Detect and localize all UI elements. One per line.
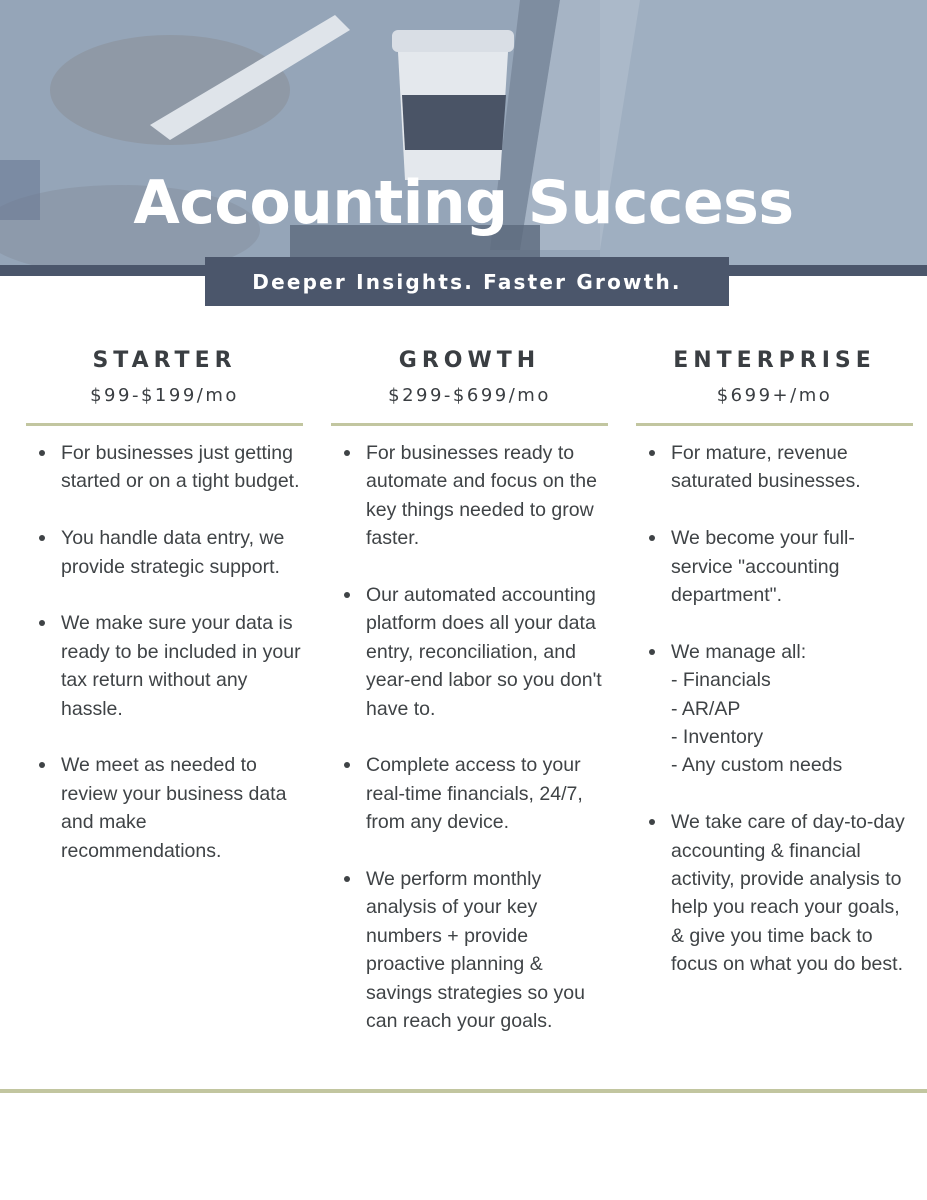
plan-price: $699+/mo — [716, 385, 833, 406]
feature-list — [636, 439, 913, 979]
tagline-banner: Deeper Insights. Faster Growth. — [205, 257, 729, 306]
feature-item: Complete access to your real-time financials, 24/7, from any device. — [331, 751, 608, 836]
bullet-icon — [649, 819, 655, 825]
plan-divider — [26, 423, 303, 426]
plan-divider — [331, 423, 608, 426]
feature-item: We manage all: - Financials - AR/AP - Inventory - Any custom needs — [636, 638, 913, 780]
page-title: Accounting Success — [133, 168, 794, 238]
bullet-icon — [649, 535, 655, 541]
bullet-icon — [39, 620, 45, 626]
plan-name: STARTER — [92, 348, 237, 373]
plan-growth — [331, 345, 608, 1064]
bullet-icon — [649, 450, 655, 456]
plan-enterprise — [636, 345, 913, 1007]
feature-item: For mature, revenue saturated businesses. — [636, 439, 913, 496]
plan-name: ENTERPRISE — [673, 348, 876, 373]
bullet-icon — [344, 592, 350, 598]
feature-list — [331, 439, 608, 1035]
bullet-icon — [344, 876, 350, 882]
feature-item: For businesses ready to automate and focus on the key things needed to grow faster. — [331, 439, 608, 553]
bullet-icon — [344, 450, 350, 456]
plan-divider — [636, 423, 913, 426]
plan-price: $299-$699/mo — [388, 385, 551, 406]
bullet-icon — [39, 450, 45, 456]
feature-item: Our automated accounting platform does all your data entry, reconciliation, and year-end labor so you don't have to. — [331, 581, 608, 723]
plan-starter — [26, 345, 303, 893]
feature-list — [26, 439, 303, 865]
bullet-icon — [649, 649, 655, 655]
plan-price: $99-$199/mo — [90, 385, 239, 406]
bullet-icon — [344, 762, 350, 768]
hero-banner — [0, 0, 927, 265]
bullet-icon — [39, 762, 45, 768]
feature-item: For businesses just getting started or on a tight budget. — [26, 439, 303, 496]
plan-name: GROWTH — [398, 348, 541, 373]
footer-divider — [0, 1089, 927, 1093]
feature-item: You handle data entry, we provide strategic support. — [26, 524, 303, 581]
feature-item: We become your full-service "accounting department". — [636, 524, 913, 609]
bullet-icon — [39, 535, 45, 541]
feature-item: We take care of day-to-day accounting & financial activity, provide analysis to help you reach your goals, & give you time back to focus on what you do best. — [636, 808, 913, 978]
feature-item: We make sure your data is ready to be included in your tax return without any hassle. — [26, 609, 303, 723]
feature-item: We perform monthly analysis of your key numbers + provide proactive planning & savings strategies so you can reach your goals. — [331, 865, 608, 1035]
feature-item: We meet as needed to review your business data and make recommendations. — [26, 751, 303, 865]
